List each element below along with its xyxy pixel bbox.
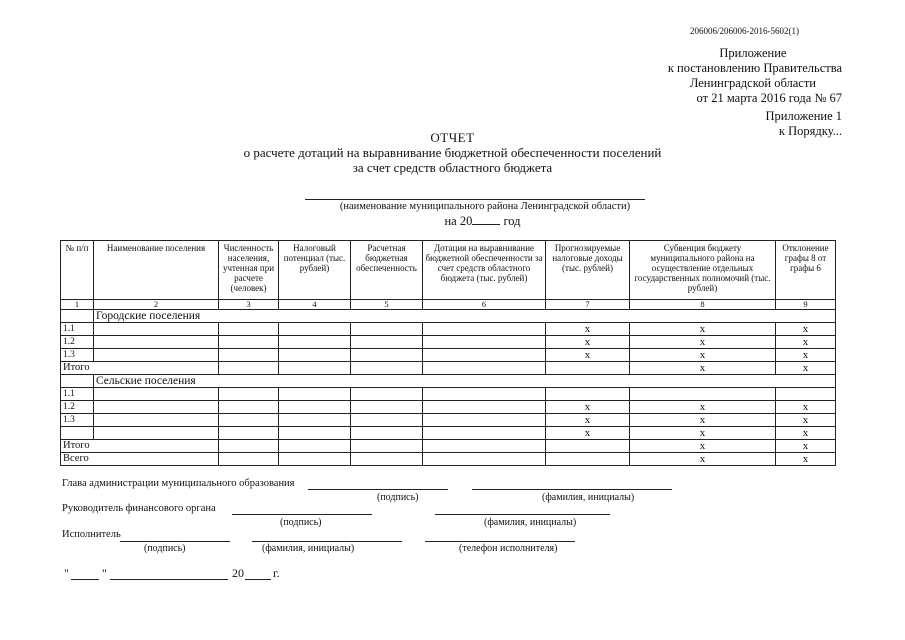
grand-total-row	[61, 453, 836, 466]
cell-x: х	[630, 336, 776, 349]
total-row	[61, 440, 836, 453]
header-cell: Расчетная бюджетная обеспеченность	[351, 241, 423, 300]
column-number: 6	[423, 300, 546, 310]
cell-x: х	[546, 427, 630, 440]
cell-x: х	[776, 414, 836, 427]
table-row[interactable]	[61, 388, 836, 401]
cell-x: х	[776, 323, 836, 336]
column-number: 9	[776, 300, 836, 310]
appendix-subline: Приложение 1	[765, 109, 842, 123]
date-year-suffix: г.	[273, 566, 280, 580]
header-cell: № п/п	[61, 241, 94, 300]
finance-name-line[interactable]	[435, 514, 610, 515]
date-month-line[interactable]	[110, 579, 228, 580]
grand-total-label: Всего	[61, 453, 219, 466]
cell-x: х	[776, 362, 836, 375]
table-row[interactable]	[61, 401, 836, 414]
municipality-input-line[interactable]	[305, 199, 645, 200]
cell-x: х	[630, 414, 776, 427]
date-year-line[interactable]	[245, 579, 271, 580]
executor-name-line[interactable]	[252, 541, 402, 542]
header-cell: Численность населения, учтенная при расчете (человек)	[219, 241, 279, 300]
date-quote-open: "	[64, 566, 69, 580]
header-cell: Субвенция бюджету муниципального района на осуществление отдельных государственных полномочий (тыс. рублей)	[630, 241, 776, 300]
signature-caption: (подпись)	[280, 517, 322, 528]
title-line-1: ОТЧЕТ	[430, 130, 475, 145]
column-number-row	[61, 300, 836, 310]
cell-x: х	[546, 414, 630, 427]
head-signature-label: Глава администрации муниципального образования	[62, 478, 295, 489]
cell-x: х	[630, 362, 776, 375]
header-cell: Налоговый потенциал (тыс. рублей)	[279, 241, 351, 300]
year-blank[interactable]	[472, 213, 500, 225]
header-cell: Дотация на выравнивание бюджетной обеспеченности за счет средств областного бюджета (тыс. рублей)	[423, 241, 546, 300]
appendix-line: к постановлению Правительства	[667, 61, 842, 75]
signature-caption: (подпись)	[377, 492, 419, 503]
cell-x: х	[776, 440, 836, 453]
total-label: Итого	[61, 362, 219, 375]
row-number	[61, 427, 94, 440]
cell-x	[776, 388, 836, 401]
report-table	[60, 240, 836, 466]
row-number: 1.2	[61, 336, 94, 349]
date-day-line[interactable]	[71, 579, 99, 580]
table-row[interactable]	[61, 414, 836, 427]
cell-x: х	[546, 401, 630, 414]
report-title	[0, 130, 905, 175]
header-cell: Прогнозируемые налоговые доходы (тыс. рублей)	[546, 241, 630, 300]
row-number: 1.1	[61, 323, 94, 336]
signature-caption: (подпись)	[144, 543, 186, 554]
appendix-block	[668, 46, 842, 139]
year-suffix: год	[503, 214, 521, 228]
executor-label: Исполнитель	[62, 529, 121, 540]
cell-x: х	[630, 440, 776, 453]
appendix-line: Приложение	[719, 46, 787, 60]
phone-caption: (телефон исполнителя)	[459, 543, 558, 554]
cell-x: х	[630, 427, 776, 440]
title-line-2: о расчете дотаций на выравнивание бюджетной обеспеченности поселений	[243, 145, 662, 160]
cell-x: х	[776, 401, 836, 414]
date-year-prefix: 20	[232, 566, 244, 580]
column-number: 2	[94, 300, 219, 310]
row-number: 1.2	[61, 401, 94, 414]
head-signature-line[interactable]	[308, 489, 448, 490]
cell-x: х	[776, 427, 836, 440]
finance-signature-label: Руководитель финансового органа	[62, 503, 216, 514]
column-number: 1	[61, 300, 94, 310]
row-number: 1.1	[61, 388, 94, 401]
table-row[interactable]	[61, 427, 836, 440]
appendix-line: от 21 марта 2016 года № 67	[696, 91, 842, 105]
cell-x: х	[546, 336, 630, 349]
name-caption: (фамилия, инициалы)	[484, 517, 577, 528]
column-number: 5	[351, 300, 423, 310]
section-title: Городские поселения	[94, 310, 836, 323]
column-number: 4	[279, 300, 351, 310]
total-label: Итого	[61, 440, 219, 453]
name-caption: (фамилия, инициалы)	[262, 543, 355, 554]
section-row-urban	[61, 310, 836, 323]
cell-x: х	[546, 323, 630, 336]
cell-x	[630, 388, 776, 401]
header-cell: Отклонение графы 8 от графы 6	[776, 241, 836, 300]
cell-x: х	[776, 336, 836, 349]
column-number: 8	[630, 300, 776, 310]
cell-x: х	[630, 349, 776, 362]
executor-phone-line[interactable]	[425, 541, 575, 542]
cell-x: х	[630, 323, 776, 336]
date-quote-close: "	[102, 566, 107, 580]
title-line-3: за счет средств областного бюджета	[352, 160, 553, 175]
table-row[interactable]	[61, 349, 836, 362]
cell-x: х	[546, 349, 630, 362]
table-row[interactable]	[61, 336, 836, 349]
cell-x: х	[630, 453, 776, 466]
row-number: 1.3	[61, 414, 94, 427]
cell-x: х	[776, 453, 836, 466]
appendix-subline: к Порядку...	[778, 124, 842, 138]
cell-x: х	[630, 401, 776, 414]
section-row-rural	[61, 375, 836, 388]
column-number: 7	[546, 300, 630, 310]
head-name-line[interactable]	[472, 489, 672, 490]
finance-signature-line[interactable]	[232, 514, 372, 515]
municipality-caption: (наименование муниципального района Ленинградской области)	[339, 201, 631, 212]
document-id: 206006/206006-2016-5602(1)	[690, 26, 799, 36]
name-caption: (фамилия, инициалы)	[542, 492, 635, 503]
year-prefix: на 20	[444, 214, 473, 228]
cell-x	[546, 388, 630, 401]
table-row[interactable]	[61, 323, 836, 336]
executor-signature-line[interactable]	[120, 541, 230, 542]
column-number: 3	[219, 300, 279, 310]
total-row	[61, 362, 836, 375]
row-number: 1.3	[61, 349, 94, 362]
section-title: Сельские поселения	[94, 375, 836, 388]
year-line	[0, 213, 905, 229]
appendix-line: Ленинградской области	[689, 76, 816, 90]
header-cell: Наименование поселения	[94, 241, 219, 300]
table-header-row	[61, 241, 836, 300]
cell-x: х	[776, 349, 836, 362]
